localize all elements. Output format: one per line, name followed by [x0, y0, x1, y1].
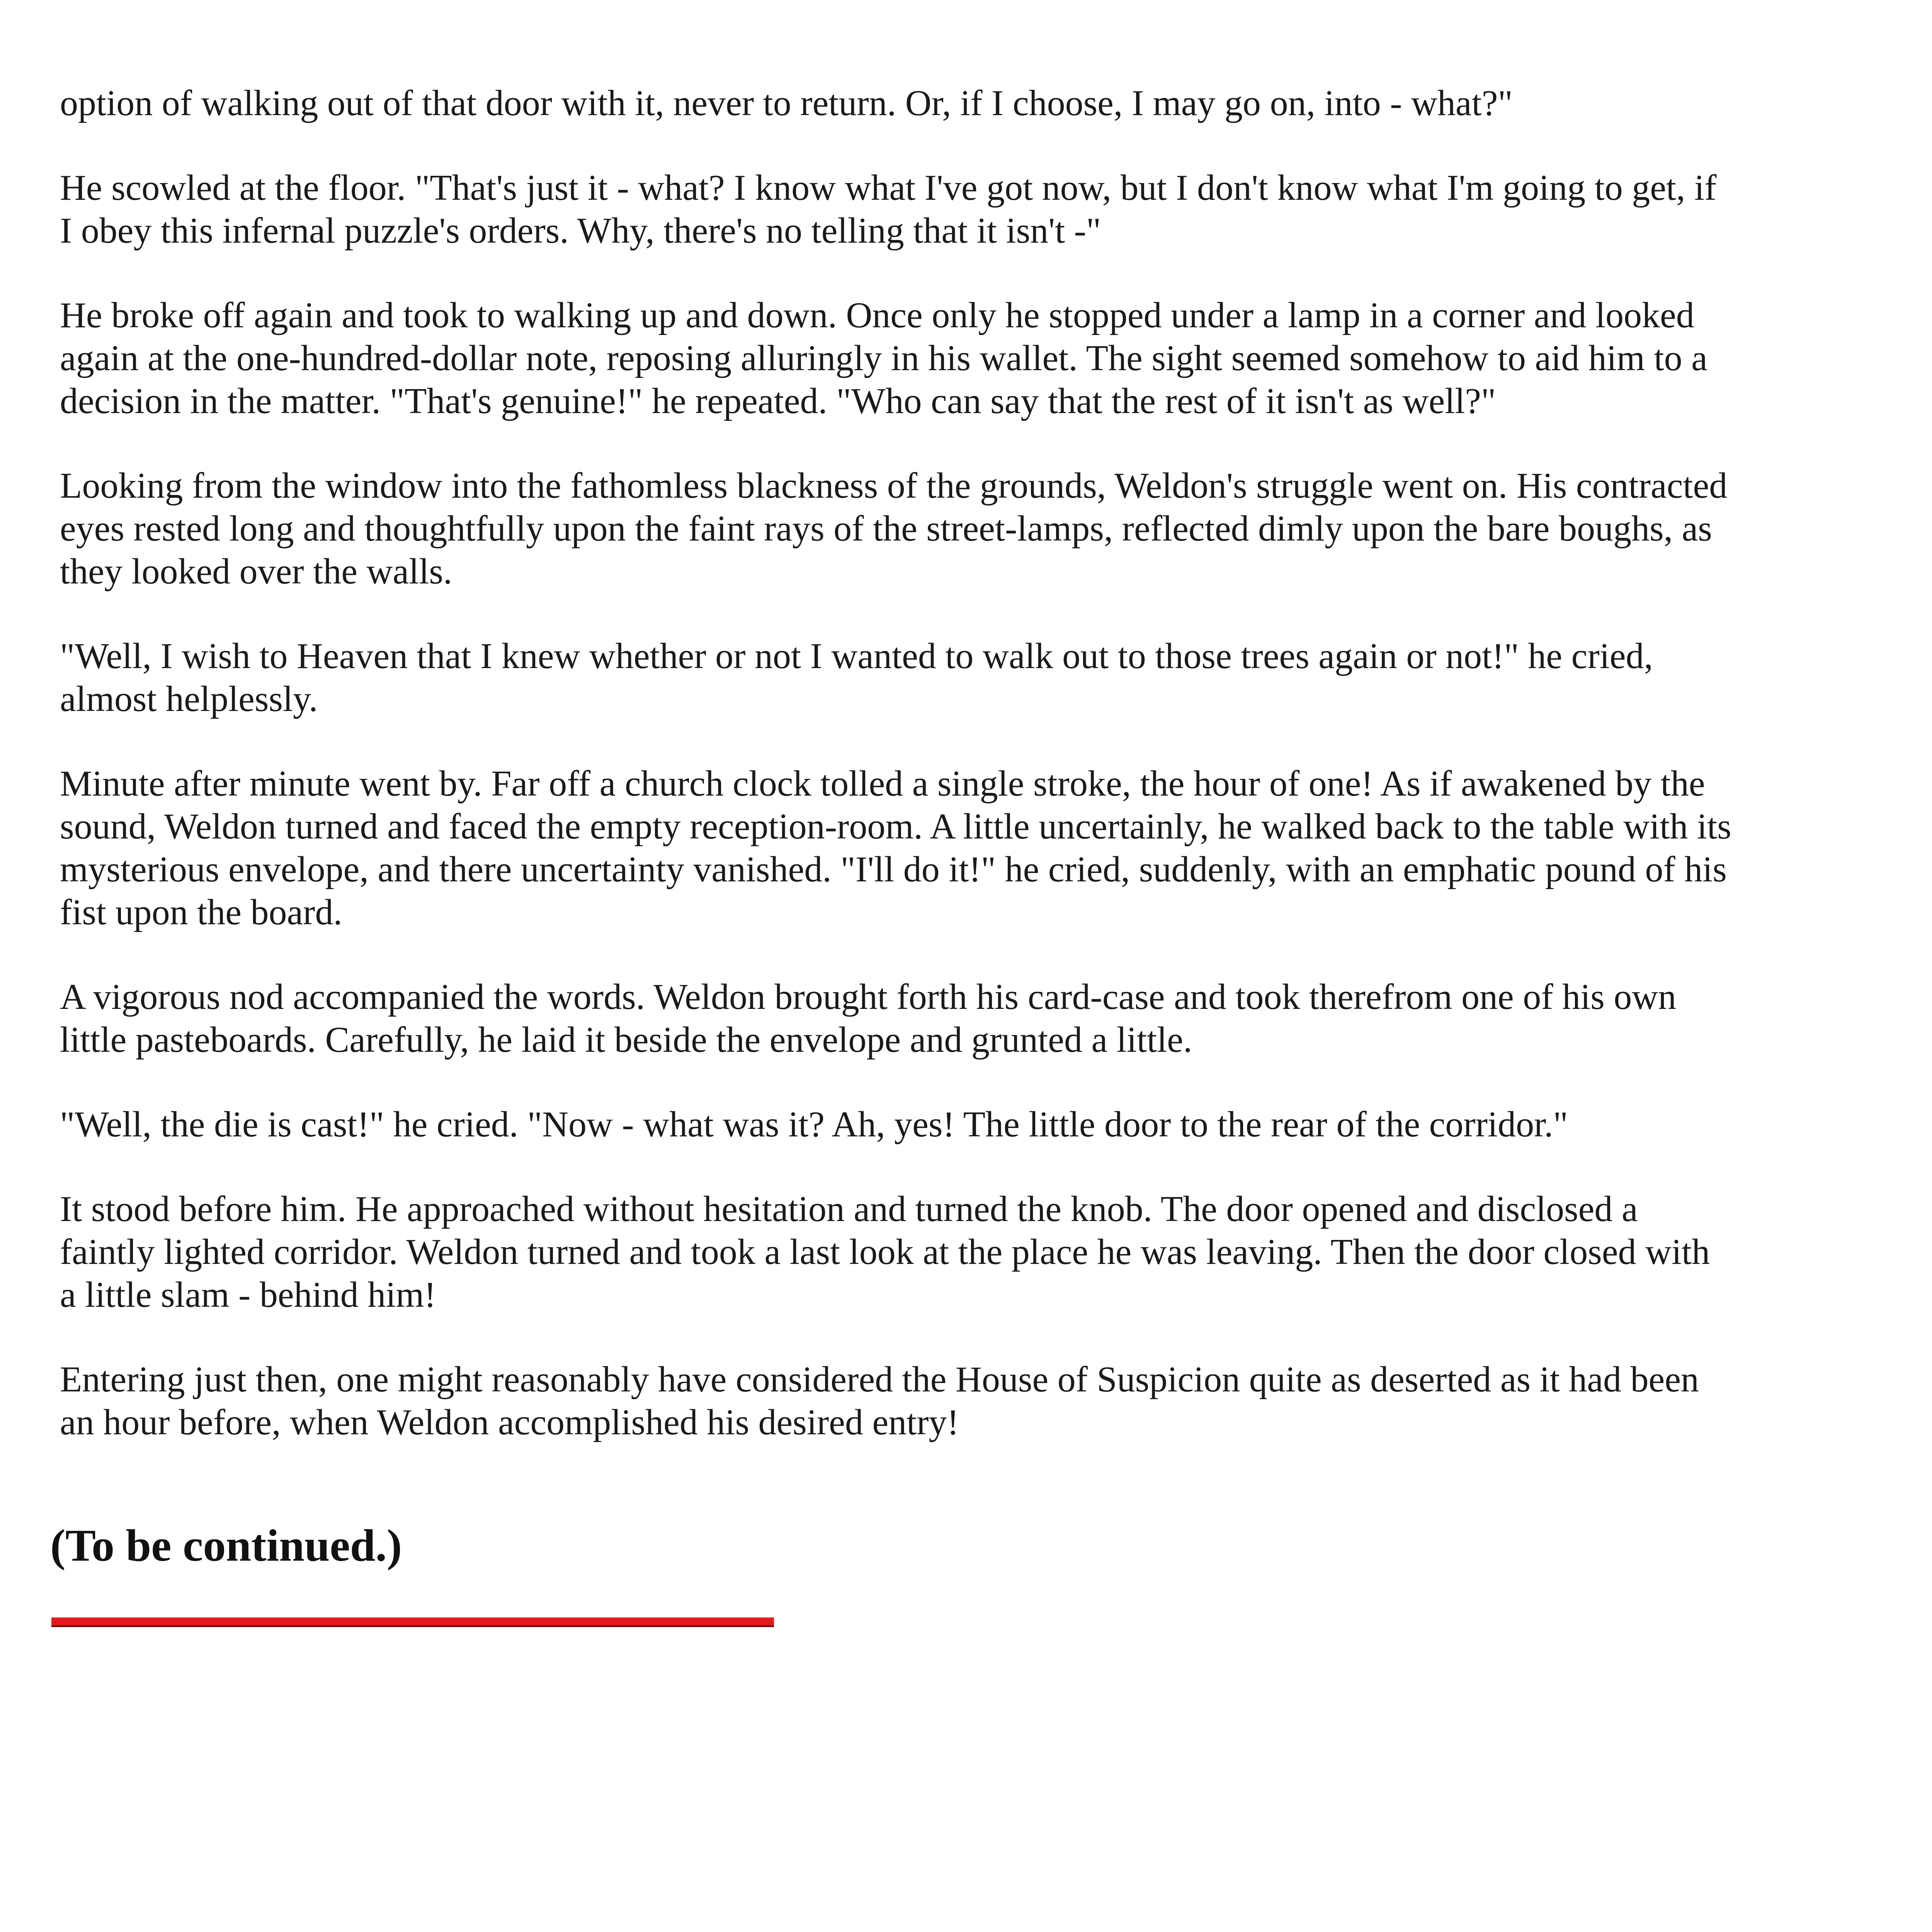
- paragraph-2: He scowled at the floor. "That's just it - what? I know what I've got now, but I don't know what I'm going to get, if I obey this infernal puzzle's orders. Why, there's no telling that it isn't -": [60, 168, 1717, 251]
- paragraph-6: Minute after minute went by. Far off a church clock tolled a single stroke, the hour of one! As if awakened by the sound, Weldon turned and faced the empty reception-room. A little uncertainly, he walked back to the table with its mysterious envelope, and there uncertainty vanished. "I'll do it!" he cried, suddenly, with an emphatic pound of his fist upon the board.: [60, 764, 1731, 932]
- paragraph-9: It stood before him. He approached without hesitation and turned the knob. The door opened and disclosed a faintly lighted corridor. Weldon turned and took a last look at the place he was leaving. Then the door closed with a little slam - behind him!: [60, 1189, 1710, 1315]
- paragraph-3: He broke off again and took to walking up and down. Once only he stopped under a lamp in a corner and looked again at the one-hundred-dollar note, reposing alluringly in his wallet. The sight seemed somehow to aid him to a decision in the matter. "That's genuine!" he repeated. "Who can say that the rest of it isn't as well?": [60, 295, 1708, 421]
- to-be-continued-heading: (To be continued.): [50, 1520, 402, 1571]
- story-text: [60, 82, 1733, 1486]
- red-divider-rule: [51, 1617, 774, 1627]
- paragraph-7: A vigorous nod accompanied the words. Weldon brought forth his card-case and took therefrom one of his own little pasteboards. Carefully, he laid it beside the envelope and grunted a little.: [60, 977, 1677, 1060]
- paragraph-4: Looking from the window into the fathomless blackness of the grounds, Weldon's struggle went on. His contracted eyes rested long and thoughtfully upon the faint rays of the street-lamps, reflected dimly upon the bare boughs, as they looked over the walls.: [60, 466, 1728, 592]
- paragraph-10: Entering just then, one might reasonably have considered the House of Suspicion quite as deserted as it had been an hour before, when Weldon accomplished his desired entry!: [60, 1359, 1699, 1442]
- paragraph-1: option of walking out of that door with it, never to return. Or, if I choose, I may go on, into - what?": [60, 83, 1513, 123]
- paragraph-5: "Well, I wish to Heaven that I knew whether or not I wanted to walk out to those trees again or not!" he cried, almost helplessly.: [60, 636, 1653, 719]
- paragraph-8: "Well, the die is cast!" he cried. "Now - what was it? Ah, yes! The little door to the rear of the corridor.": [60, 1104, 1568, 1145]
